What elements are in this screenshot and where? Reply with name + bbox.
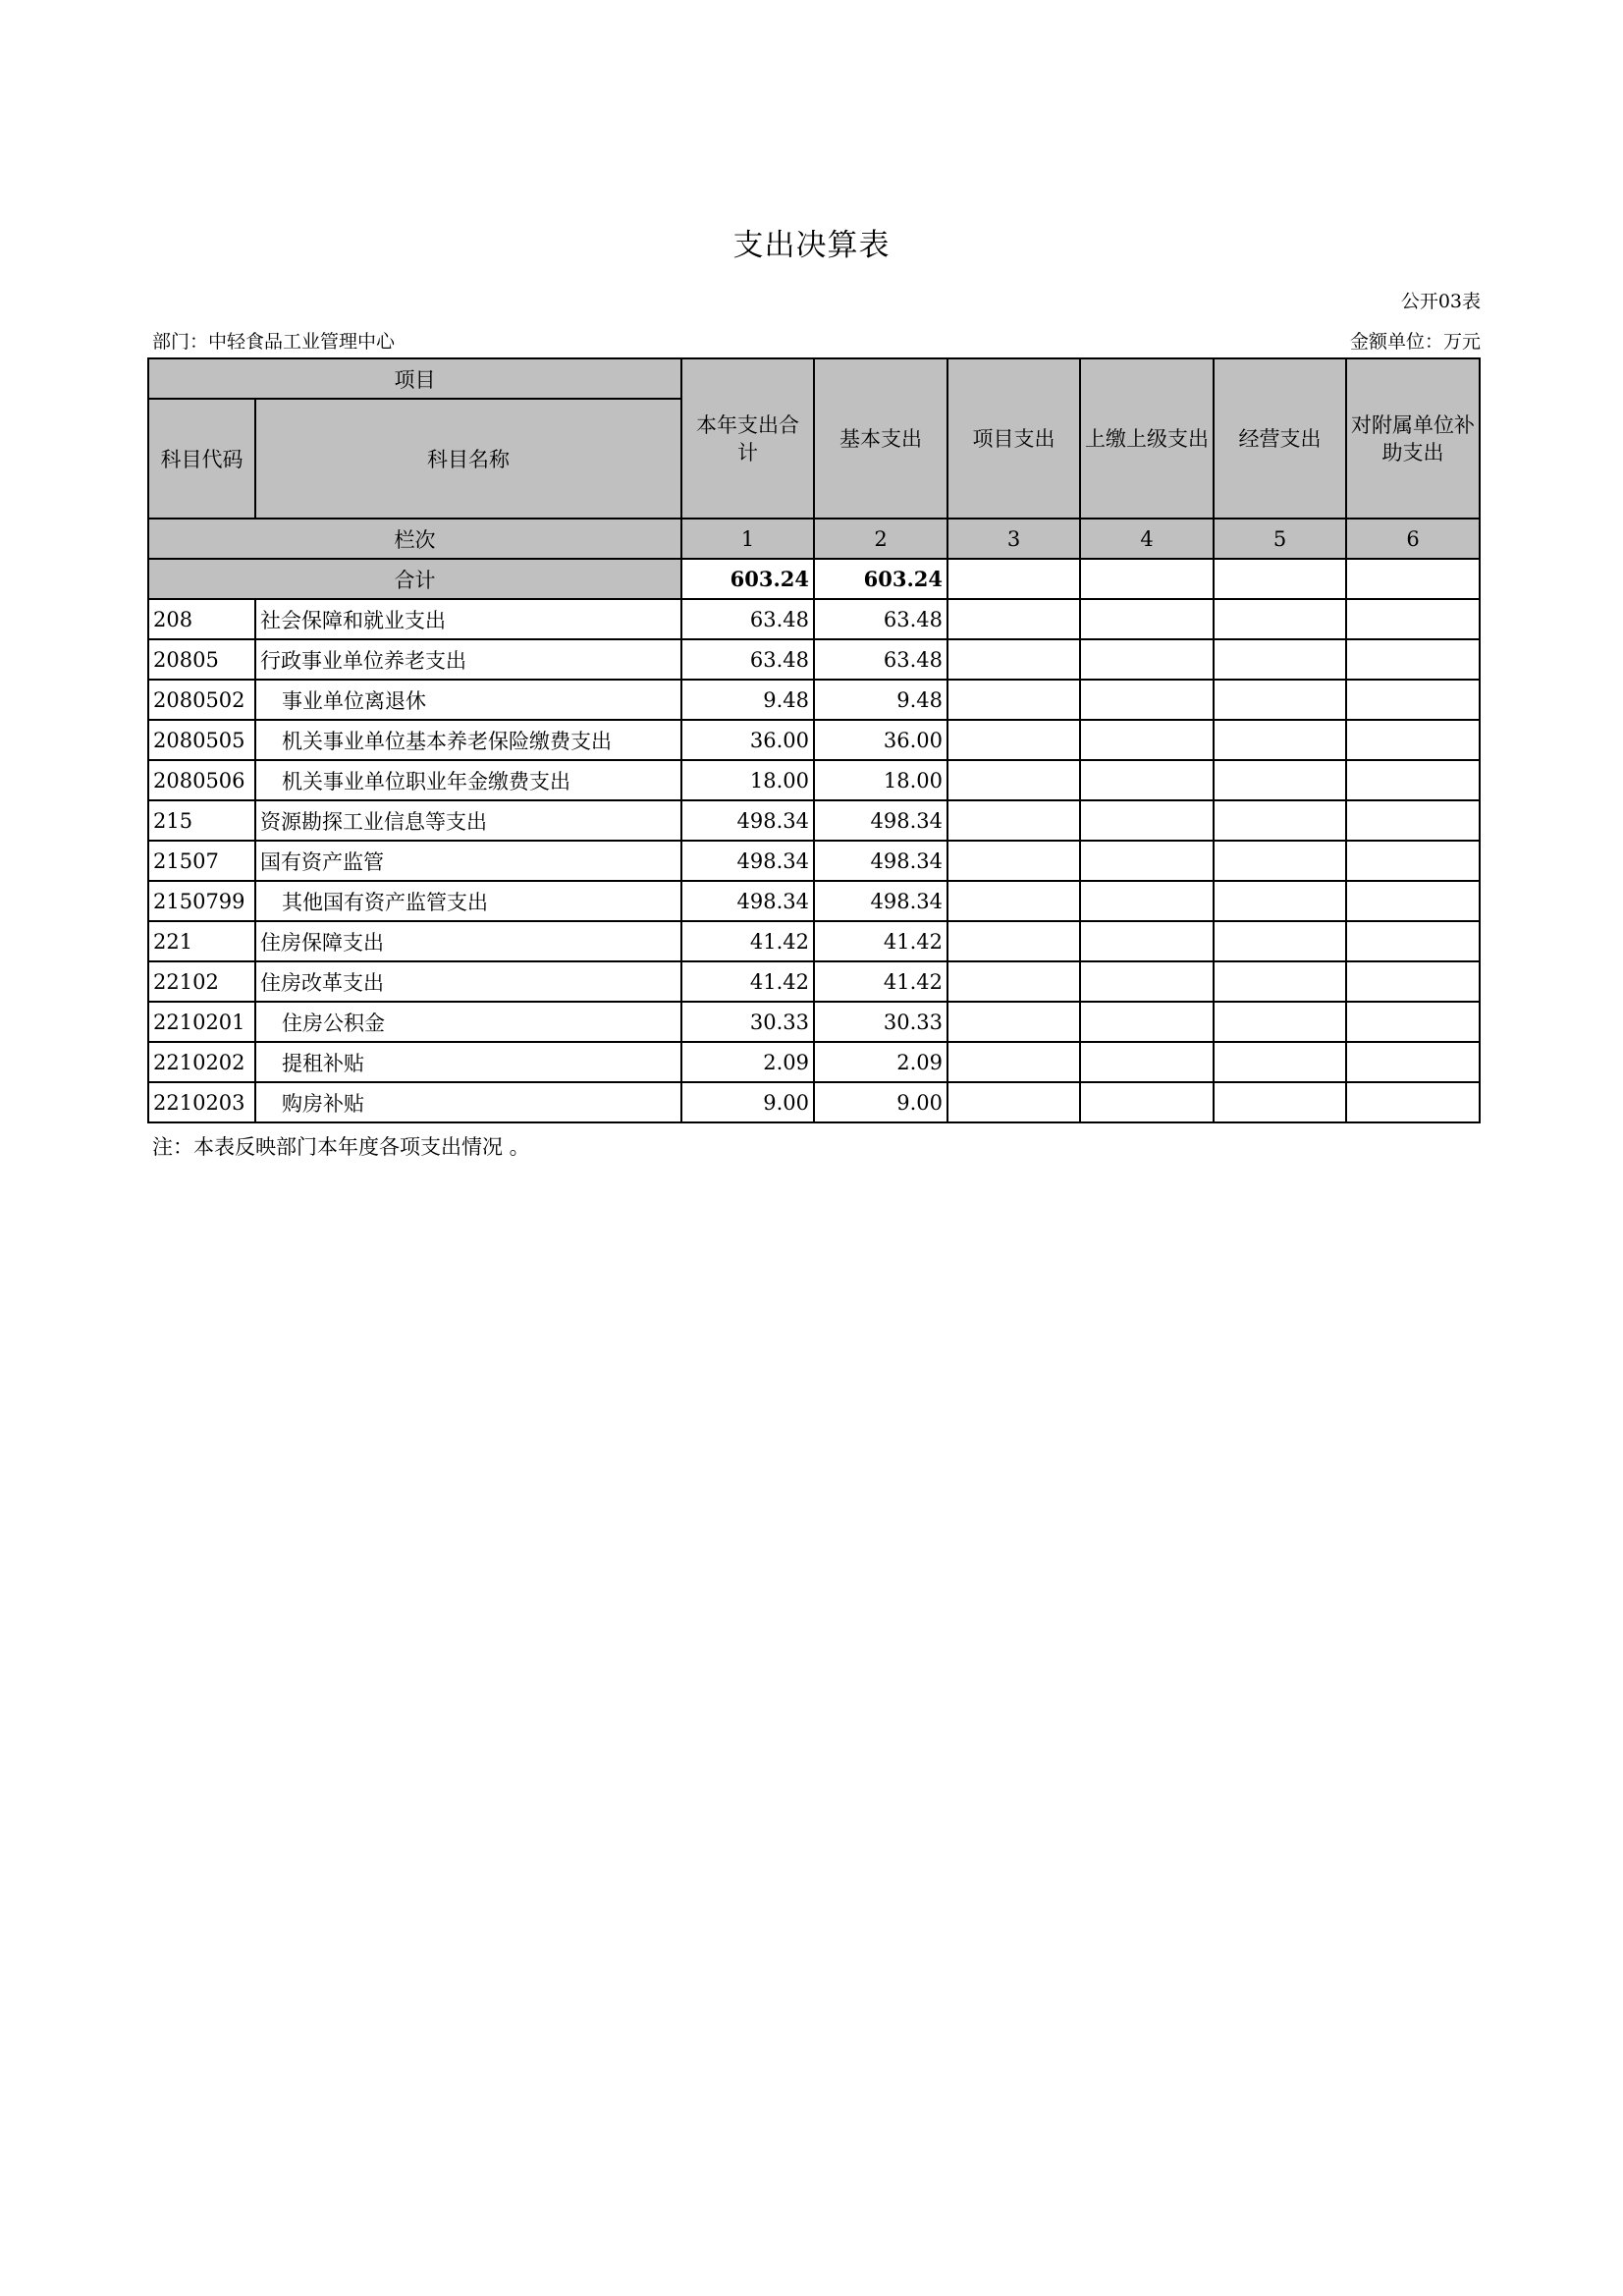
header-project-expenditure: 项目支出	[947, 358, 1080, 519]
expenditure-basic: 30.33	[814, 1002, 947, 1042]
expenditure-basic: 41.42	[814, 961, 947, 1002]
department-label: 部门：中轻食品工业管理中心	[152, 331, 396, 353]
subject-code: 221	[148, 921, 255, 961]
table-row	[148, 800, 1480, 841]
header-subject-name: 科目名称	[255, 399, 681, 519]
table-row	[148, 1082, 1480, 1122]
header-index-1: 1	[681, 519, 814, 559]
expenditure-basic: 36.00	[814, 720, 947, 760]
total-project	[947, 559, 1080, 599]
expenditure-total: 36.00	[681, 720, 814, 760]
table-row	[148, 760, 1480, 800]
expenditure-basic: 63.48	[814, 599, 947, 639]
subject-name: 事业单位离退休	[255, 680, 681, 720]
expenditure-total: 63.48	[681, 599, 814, 639]
total-upper	[1080, 559, 1214, 599]
expenditure-total: 41.42	[681, 961, 814, 1002]
expenditure-total: 9.48	[681, 680, 814, 720]
expenditure-basic: 498.34	[814, 841, 947, 881]
page-title: 支出决算表	[732, 228, 891, 263]
table-row	[148, 1042, 1480, 1082]
subject-name: 国有资产监管	[255, 841, 681, 881]
subject-code: 215	[148, 800, 255, 841]
total-business	[1214, 559, 1346, 599]
subject-name: 住房保障支出	[255, 921, 681, 961]
table-row	[148, 639, 1480, 680]
header-basic-expenditure: 基本支出	[814, 358, 947, 519]
expenditure-basic: 41.42	[814, 921, 947, 961]
form-number: 公开03表	[1400, 291, 1481, 312]
expenditure-basic: 498.34	[814, 800, 947, 841]
subject-name: 提租补贴	[255, 1042, 681, 1082]
expenditure-total: 30.33	[681, 1002, 814, 1042]
header-subject-code: 科目代码	[148, 399, 255, 519]
subject-name: 其他国有资产监管支出	[255, 881, 681, 921]
header-index-5: 5	[1214, 519, 1346, 559]
total-label: 合计	[148, 559, 681, 599]
table-row	[148, 961, 1480, 1002]
expenditure-total: 498.34	[681, 800, 814, 841]
subject-code: 2210203	[148, 1082, 255, 1122]
expenditure-basic: 63.48	[814, 639, 947, 680]
header-index-3: 3	[947, 519, 1080, 559]
subject-code: 2210202	[148, 1042, 255, 1082]
header-index-4: 4	[1080, 519, 1214, 559]
unit-label: 金额单位：万元	[1349, 331, 1481, 353]
subject-code: 2210201	[148, 1002, 255, 1042]
subject-code: 2080506	[148, 760, 255, 800]
header-business-expenditure: 经营支出	[1214, 358, 1346, 519]
table-note: 注：本表反映部门本年度各项支出情况 。	[152, 1135, 530, 1159]
total-subsidy	[1346, 559, 1480, 599]
header-upper-payment: 上缴上级支出	[1080, 358, 1214, 519]
subject-code: 20805	[148, 639, 255, 680]
header-index-6: 6	[1346, 519, 1480, 559]
subject-name: 机关事业单位职业年金缴费支出	[255, 760, 681, 800]
expenditure-total: 41.42	[681, 921, 814, 961]
header-row-index: 栏次	[148, 519, 681, 559]
table-row	[148, 599, 1480, 639]
expenditure-total: 498.34	[681, 841, 814, 881]
table-row	[148, 720, 1480, 760]
header-total-expenditure: 本年支出合计	[681, 358, 814, 519]
subject-name: 住房改革支出	[255, 961, 681, 1002]
expenditure-basic: 2.09	[814, 1042, 947, 1082]
subject-name: 资源勘探工业信息等支出	[255, 800, 681, 841]
table-row	[148, 921, 1480, 961]
subject-code: 21507	[148, 841, 255, 881]
expenditure-total: 18.00	[681, 760, 814, 800]
subject-code: 2150799	[148, 881, 255, 921]
header-subsidiary-subsidy: 对附属单位补助支出	[1346, 358, 1480, 519]
expenditure-basic: 9.48	[814, 680, 947, 720]
expenditure-basic: 498.34	[814, 881, 947, 921]
expenditure-total: 63.48	[681, 639, 814, 680]
expenditure-basic: 9.00	[814, 1082, 947, 1122]
total-expenditure: 603.24	[681, 559, 814, 599]
expenditure-basic: 18.00	[814, 760, 947, 800]
expenditure-total: 498.34	[681, 881, 814, 921]
subject-name: 机关事业单位基本养老保险缴费支出	[255, 720, 681, 760]
header-item: 项目	[148, 358, 681, 399]
subject-name: 住房公积金	[255, 1002, 681, 1042]
expenditure-total: 9.00	[681, 1082, 814, 1122]
subject-code: 2080505	[148, 720, 255, 760]
total-basic: 603.24	[814, 559, 947, 599]
subject-code: 208	[148, 599, 255, 639]
subject-code: 2080502	[148, 680, 255, 720]
subject-code: 22102	[148, 961, 255, 1002]
expenditure-table	[147, 357, 1481, 1123]
total-row	[148, 559, 1480, 599]
subject-name: 购房补贴	[255, 1082, 681, 1122]
header-index-2: 2	[814, 519, 947, 559]
table-row	[148, 1002, 1480, 1042]
subject-name: 行政事业单位养老支出	[255, 639, 681, 680]
table-row	[148, 881, 1480, 921]
table-row	[148, 841, 1480, 881]
subject-name: 社会保障和就业支出	[255, 599, 681, 639]
table-row	[148, 680, 1480, 720]
expenditure-total: 2.09	[681, 1042, 814, 1082]
